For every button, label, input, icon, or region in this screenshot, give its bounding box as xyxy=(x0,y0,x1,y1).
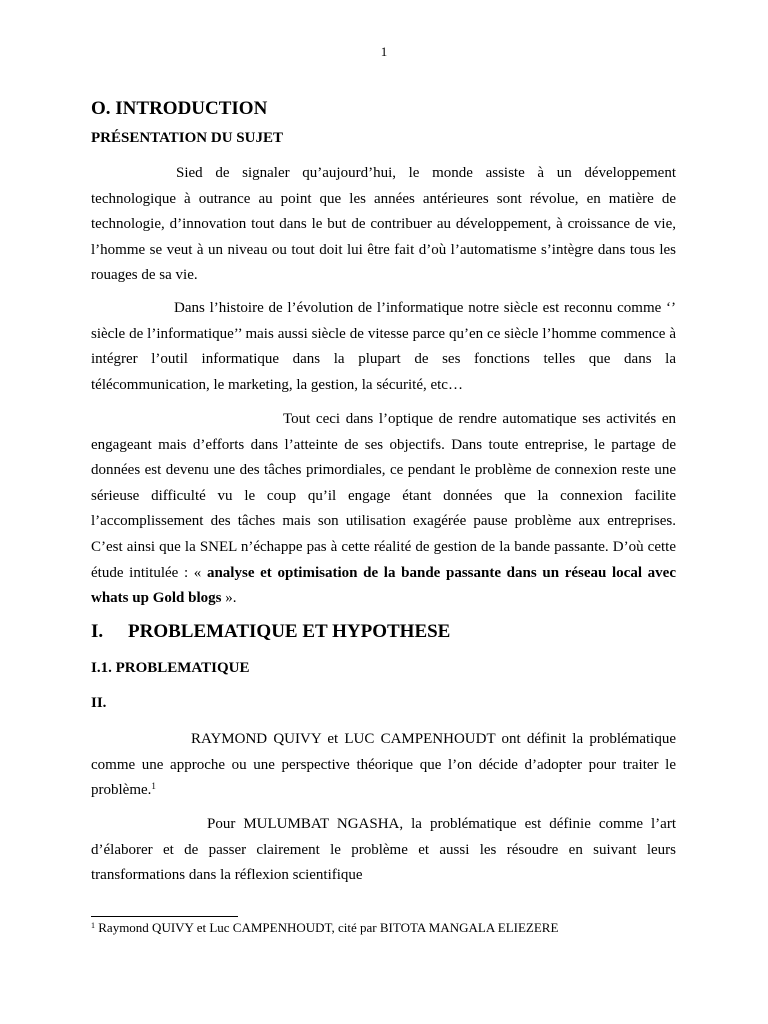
footnote-reference[interactable]: 1 xyxy=(151,781,156,792)
study-title: analyse et optimisation de la bande passante dans un réseau local avec whats up Gold blogs xyxy=(91,564,676,607)
heading-introduction: O. INTRODUCTION xyxy=(91,98,268,119)
heading-subsection-i1: I.1. PROBLEMATIQUE xyxy=(91,660,250,676)
paragraph-3-end: ». xyxy=(221,590,237,607)
paragraph-1: Sied de signaler qu’aujourd’hui, le monde assiste à un développement technologique à outrance au point que les années antérieures sont révolue, en matière de technologie, d’innovation tout dans le but de contribuer au développement, à croissance de vie, l’homme se veut à un niveau ou tout doit lui être fait d’où l’automatisme s’intègre dans tous les rouages de sa vie. xyxy=(91,165,676,284)
heading-section-i xyxy=(91,621,450,643)
paragraph-4-text: RAYMOND QUIVY et LUC CAMPENHOUDT ont définit la problématique comme une approche ou une perspective théorique que l’on décide d’adopter pour traiter le problème. xyxy=(91,731,676,799)
page-number: 1 xyxy=(380,44,388,59)
heading-section-ii: II. xyxy=(91,695,107,711)
footnote-marker: 1 xyxy=(91,921,95,930)
paragraph-3-text: Tout ceci dans l’optique de rendre automatique ses activités en engageant mais d’efforts dans l’atteinte de ses objectifs. Dans toute entreprise, le partage de données est devenu une des tâches primordiales, ce pendant le problème de connexion reste une sérieuse difficulté vu le coup qu’il engage étant données que la connexion facilite l’accomplissement des tâches mais son utilisation exagérée pause problème aux entreprises. C’est ainsi que la SNEL n’échappe pas à cette réalité de gestion de la bande passante. D’où cette étude intitulée : « xyxy=(91,411,676,581)
paragraph-4 xyxy=(91,727,676,804)
section-i-title: PROBLEMATIQUE ET HYPOTHESE xyxy=(128,621,451,642)
paragraph-3 xyxy=(91,407,676,612)
heading-presentation-du-sujet: PRÉSENTATION DU SUJET xyxy=(91,130,283,146)
footnote-separator xyxy=(91,916,238,917)
footnote-text: Raymond QUIVY et Luc CAMPENHOUDT, cité par BITOTA MANGALA ELIEZERE xyxy=(95,920,559,935)
footnote xyxy=(91,920,558,936)
paragraph-5: Pour MULUMBAT NGASHA, la problématique est définie comme l’art d’élaborer et de passer clairement le problème et aussi les résoudre en suivant leurs transformations dans la réflexion scientifique xyxy=(91,816,676,884)
paragraph-2: Dans l’histoire de l’évolution de l’informatique notre siècle est reconnu comme ‘’ siècle de l’informatique’’ mais aussi siècle de vitesse parce qu’en ce siècle l’homme commence à intégrer l’outil informatique dans la plupart de ses fonctions telles que dans la télécommunication, le marketing, la gestion, la sécurité, etc… xyxy=(91,300,676,393)
section-i-number: I. xyxy=(91,621,104,642)
